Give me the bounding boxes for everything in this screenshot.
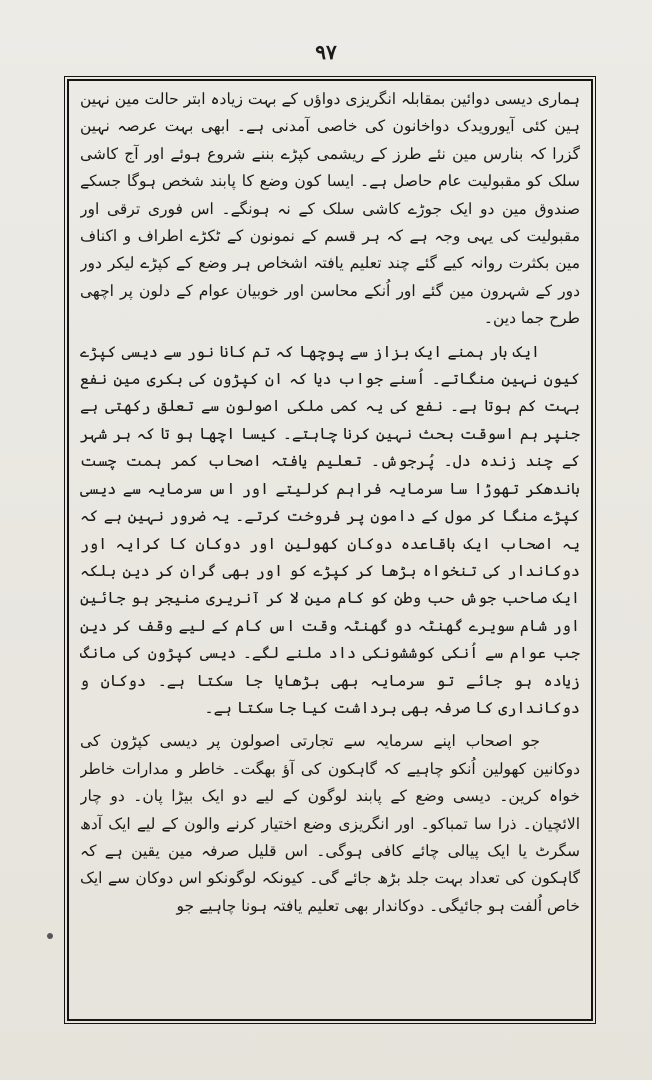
paragraph-2: ایک بار ہمنے ایک بزاز سے پوچھا کہ تم کانا نور سے دیسی کپڑے کیون نہین منگاتے۔ اُسنے جواب دیا کہ ان کپڑون کی بکری مین نفع بہت کم ہوتا ہے۔ نفع کی یہ کمی ملکی اصولون سے تعلق رکھتی ہے جنپر ہم اسوقت بحث نہین کرنا چاہتے۔ کیسا اچھا ہو تا کہ ہر شہر کے چند زندہ دل۔ پُرجوش۔ تعلیم یافتہ اصحاب کمر ہمت چست باندھکر تھوڑا سا سرمایہ فراہم کرلیتے اور اس سرمایہ سے دیسی کپڑے منگا کر مول کے دامون پر فروخت کرتے۔ یہ ضرور نہین ہے کہ یہ اصحاب ایک باقاعدہ دوکان کھولین اور دوکان کا کرایہ اور دوکاندار کی تنخواہ بڑھا کر کپڑے کو اور بھی گران کر دین بلکہ ایک صاحب جوش حب وطن کو کام مین لا کر آنریری منیجر ہو جائین اور شام سویرے گھنٹہ دو گھنٹہ وقت اس کام کے لیے وقف کر دین جب عوام سے اُنکی کوششونکی داد ملنے لگے۔ دیسی کپڑون کی مانگ زیادہ ہو جائے تو سرمایہ بھی بڑھایا جا سکتا ہے۔ دوکان و دوکانداری کا صرفہ بھی برداشت کیا جا سکتا ہے۔ — [80, 342, 580, 717]
ink-spot — [47, 933, 53, 939]
page-body-text — [80, 86, 580, 1016]
paragraph-1: ہماری دیسی دوائین بمقابلہ انگریزی دواؤں کے بہت زیادہ ابتر حالت مین نہین ہین کئی آیورویدک دواخانون کی خاصی آمدنی ہے۔ ابھی بہت عرصہ نہین گزرا کہ بنارس مین نئے طرز کے ریشمی کپڑے بننے شروع ہوئے اور آج کاشی سلک کو مقبولیت عام حاصل ہے۔ ایسا کون وضع کا پابند شخص ہوگا جسکے صندوق مین دو ایک جوڑے کاشی سلک کے نہ ہونگے۔ اس فوری ترقی اور مقبولیت کی یہی وجہ ہے کہ ہر قسم کے نمونون کے ٹکڑے اطراف و اکناف مین بکثرت روانہ کیے گئے چند تعلیم یافتہ اشخاص ہر وضع کے کپڑے لیکر دور دور کے شہرون مین گئے اور اُنکے محاسن اور خوبیان عوام کے دلون پر اچھی طرح جما دین۔ — [80, 90, 580, 328]
page-number: ۹۷ — [315, 40, 337, 64]
paragraph-3: جو اصحاب اپنے سرمایہ سے تجارتی اصولون پر دیسی کپڑون کی دوکانین کھولین اُنکو چاہیے کہ گاہکون کی آؤ بھگت۔ خاطر و مدارات خاطر خواہ کرین۔ دیسی وضع کے پابند لوگون کے لیے دو ایک بیڑا پان۔ دو چار الائچیان۔ ذرا سا تمباکو۔ اور انگریزی وضع اختیار کرنے والون کے لیے ایک آدھ سگرٹ یا ایک پیالی چائے کافی ہوگی۔ اس قلیل صرفہ مین یقین ہے کہ گاہکون کی تعداد بہت جلد بڑھ جائے گی۔ کیونکہ لوگونکو اس دوکان سے ایک خاص اُلفت ہو جائیگی۔ دوکاندار بھی تعلیم یافتہ ہونا چاہیے جو — [80, 732, 580, 915]
